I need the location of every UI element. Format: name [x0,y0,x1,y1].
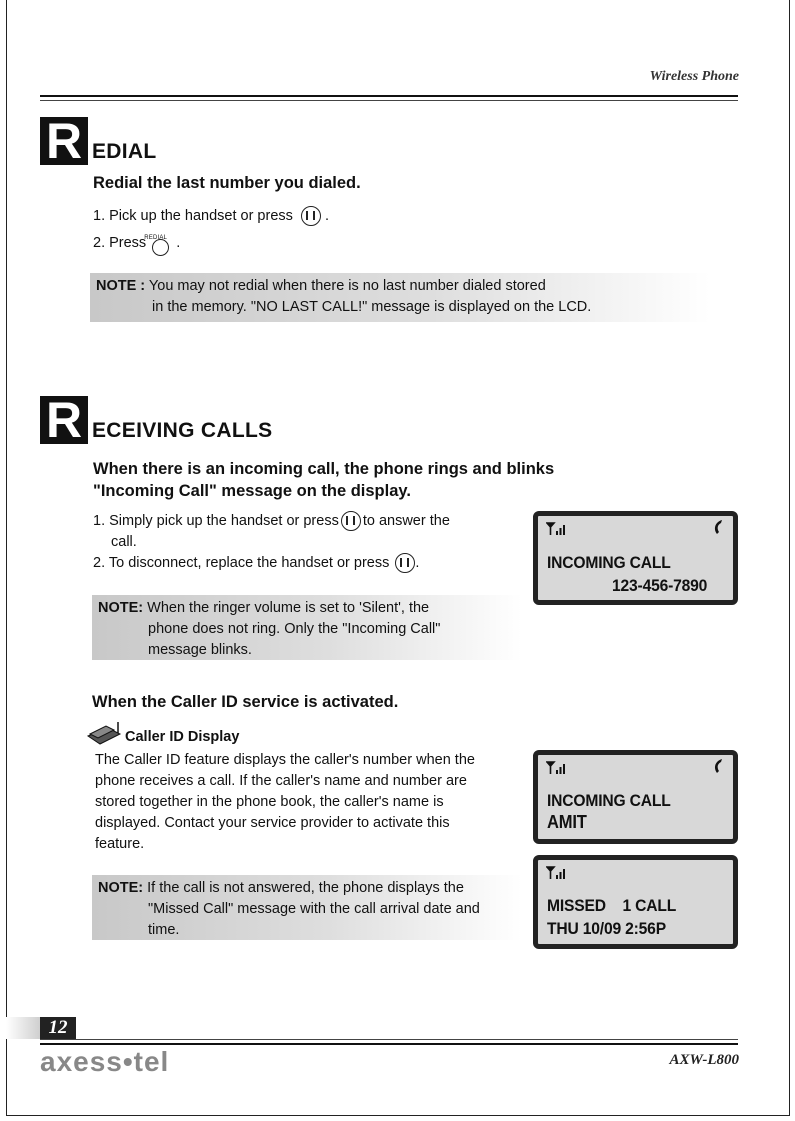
footer-rule [40,1039,738,1040]
signal-icon [546,866,568,883]
signal-icon [546,522,568,539]
callerid-note: NOTE: If the call is not answered, the phone displays the "Missed Call" message with the call arrival date and time. [92,875,522,940]
callerid-body: The Caller ID feature displays the caller's number when the phone receives a call. If the caller's name and number are stored together in the phone book, the caller's name is displayed. Contact your service provider to activate this feature. [95,752,475,852]
speaker-button-icon [301,206,321,226]
receiving-note: NOTE: When the ringer volume is set to 'Silent', the phone does not ring. Only the "Incoming Call" message blinks. [92,595,522,660]
model-name: AXW-L800 [669,1052,739,1068]
callerid-subtitle: When the Caller ID service is activated. [92,693,399,711]
header-rule-thin [40,100,738,101]
handset-icon [711,758,725,779]
redial-subtitle: Redial the last number you dialed. [93,174,361,192]
header-title: Wireless Phone [649,69,739,84]
footer-rule-thick [40,1043,738,1045]
receiving-step-1: 1. Simply pick up the handset or press to answer the [93,511,523,532]
lcd-line-1: INCOMING CALL [547,553,671,572]
redial-step-2: 2. Press REDIAL . [93,230,180,256]
lcd-line-2: THU 10/09 2:56P [547,919,666,938]
speaker-button-icon [341,511,361,531]
receiving-heading [40,392,273,448]
receiving-step-1-cont: call. [111,534,137,550]
receiving-step-2: 2. To disconnect, replace the handset or press . [93,553,419,574]
lcd-line-1: INCOMING CALL [547,791,671,810]
lcd-missed-call [533,855,738,949]
header-rule [40,95,738,97]
page-number-shade [6,1017,40,1039]
handset-icon [711,519,725,540]
signal-icon [546,761,568,778]
speaker-button-icon [395,553,415,573]
callerid-label: Caller ID Display [125,729,240,745]
redial-step-1: 1. Pick up the handset or press . [93,206,329,227]
receiving-heading-rest: ECEIVING CALLS [92,419,273,442]
desk-phone-icon [86,722,122,746]
lcd-line-2: 123-456-7890 [612,576,708,595]
redial-initial: R [40,117,88,165]
page-number: 12 [40,1017,76,1039]
lcd-line-1: MISSED 1 CALL [547,896,677,915]
receiving-subtitle: When there is an incoming call, the phone rings and blinks "Incoming Call" message on the display. [93,460,555,500]
receiving-initial: R [40,396,88,444]
redial-heading [40,113,157,169]
lcd-incoming-name [533,750,738,844]
redial-heading-rest: EDIAL [92,140,157,163]
brand-logo: axess•tel [40,1046,170,1077]
redial-key-icon: REDIAL [150,230,172,256]
redial-note: NOTE : You may not redial when there is no last number dialed stored in the memory. "NO LAST CALL!" message is displayed on the LCD. [90,273,710,322]
lcd-incoming-number [533,511,738,605]
lcd-line-2: AMIT [547,812,587,832]
